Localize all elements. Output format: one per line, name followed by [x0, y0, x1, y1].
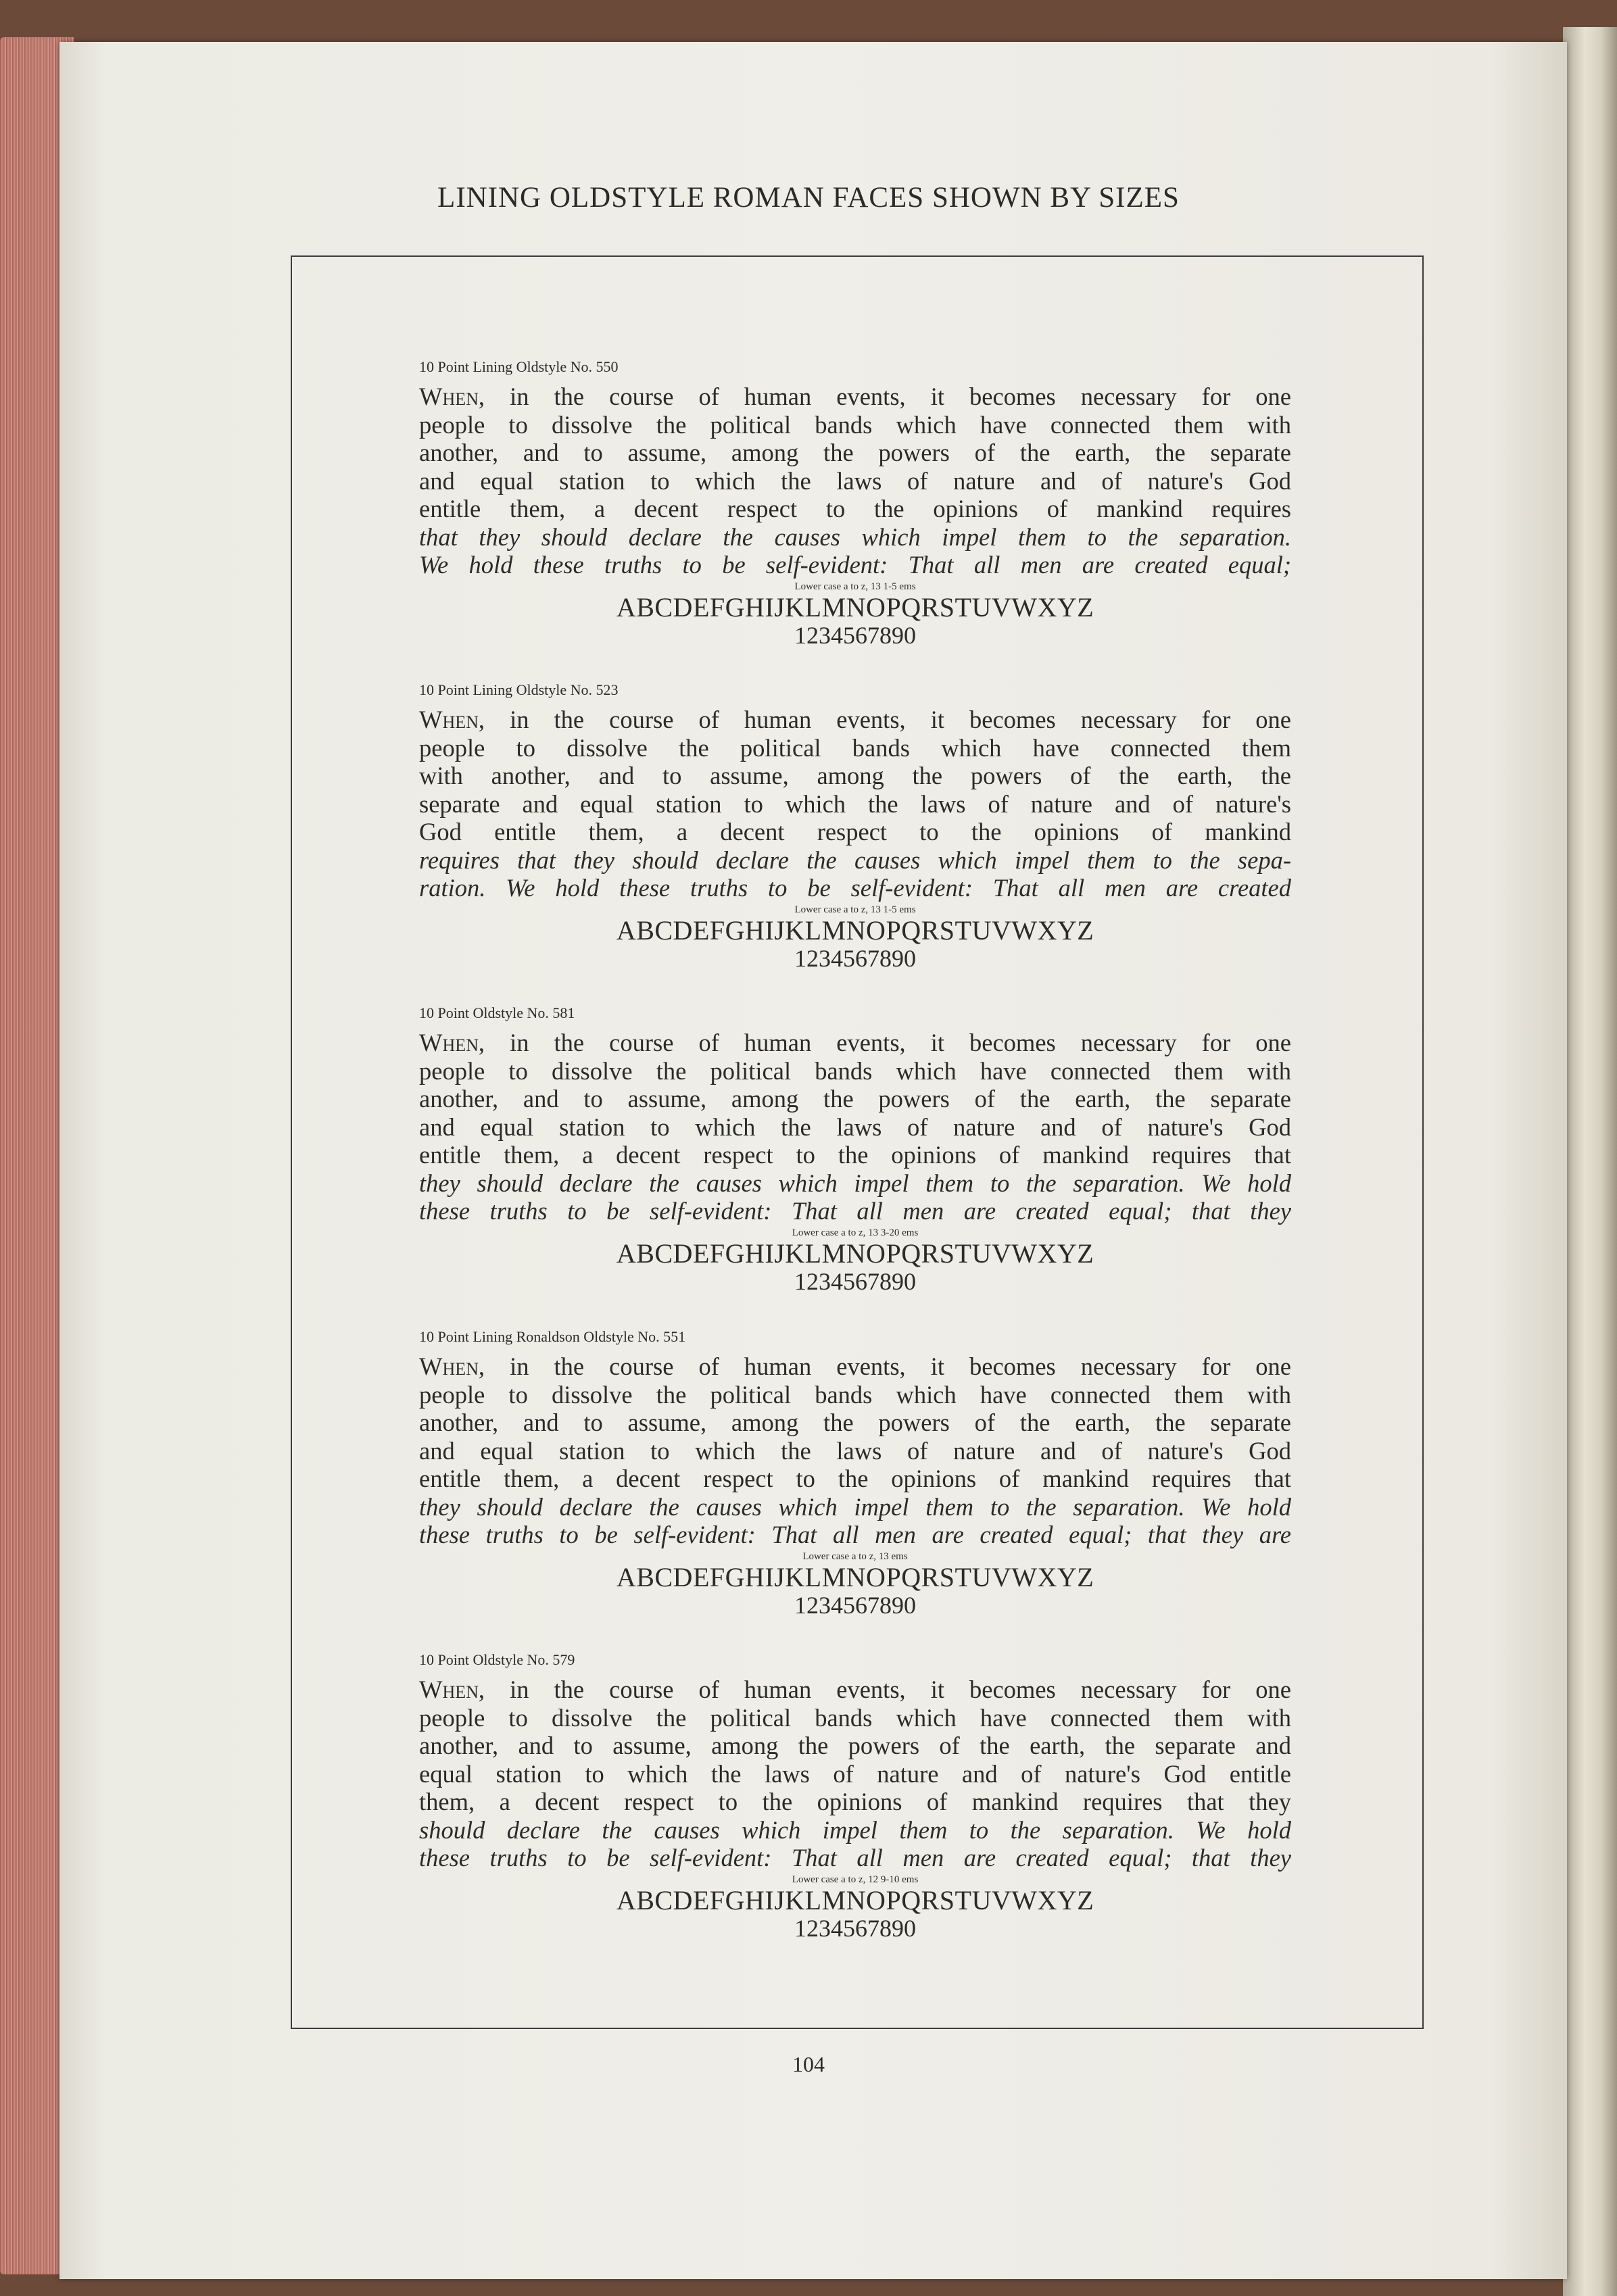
book-right-edge [1563, 27, 1617, 2296]
italic-text-line: ration. We hold these truths to be self-evident: That all men are created [419, 874, 1291, 902]
text-line: another, and to assume, among the powers of the earth, the separate [419, 1409, 1291, 1436]
figures: 1234567890 [794, 944, 916, 972]
text-line: and equal station to which the laws of nature and of nature's God [419, 1436, 1291, 1465]
text-line: When, in the course of human events, it becomes necessary for one [419, 383, 1291, 410]
italic-text-line: these truths to be self-evident: That all men are created equal; that they are [419, 1521, 1291, 1548]
italic-text-line: they should declare the causes which impel them to the separation. We hold [419, 1492, 1291, 1521]
specimen-label: 10 Point Lining Ronaldson Oldstyle No. 551 [419, 1328, 686, 1345]
figures: 1234567890 [794, 1914, 916, 1942]
alphabet-caps: ABCDEFGHIJKLMNOPQRSTUVWXYZ [616, 914, 1094, 946]
text-line: people to dissolve the political bands which have connected them with [419, 1056, 1291, 1085]
specimen-paragraph [419, 706, 1291, 902]
figures: 1234567890 [794, 1267, 916, 1295]
specimen-paragraph [419, 1352, 1291, 1549]
lowercase-note: Lower case a to z, 13 ems [802, 1550, 908, 1562]
text-line: another, and to assume, among the powers of the earth, the separate and [419, 1732, 1291, 1759]
specimen-block [419, 1004, 1291, 1294]
text-line: another, and to assume, among the powers of the earth, the separate [419, 1085, 1291, 1113]
italic-text-line: We hold these truths to be self-evident: That all men are created equal; [419, 551, 1291, 579]
specimen-label: 10 Point Oldstyle No. 581 [419, 1004, 575, 1021]
figures: 1234567890 [794, 1591, 916, 1619]
text-line: entitle them, a decent respect to the opinions of mankind requires [419, 495, 1291, 522]
text-line: with another, and to assume, among the powers of the earth, the [419, 762, 1291, 789]
text-line: entitle them, a decent respect to the opinions of mankind requires that [419, 1465, 1291, 1492]
first-word: When [419, 1676, 479, 1703]
italic-text-line: requires that they should declare the causes which impel them to the sepa- [419, 846, 1291, 874]
figures: 1234567890 [794, 621, 916, 649]
specimen-label: 10 Point Lining Oldstyle No. 523 [419, 681, 619, 698]
italic-text-line: should declare the causes which impel them to the separation. We hold [419, 1815, 1291, 1844]
specimen-paragraph [419, 383, 1291, 579]
lowercase-note: Lower case a to z, 13 1-5 ems [794, 581, 916, 592]
lowercase-note: Lower case a to z, 12 9-10 ems [792, 1874, 919, 1885]
italic-text-line: that they should declare the causes which impel them to the separation. [419, 522, 1291, 551]
text-line: people to dissolve the political bands which have connected them with [419, 1380, 1291, 1409]
italic-text-line: these truths to be self-evident: That all men are created equal; that they [419, 1197, 1291, 1225]
lowercase-note: Lower case a to z, 13 1-5 ems [794, 904, 916, 915]
text-line: God entitle them, a decent respect to the opinions of mankind [419, 818, 1291, 846]
specimen-paragraph [419, 1676, 1291, 1872]
specimen-paragraph [419, 1029, 1291, 1225]
alphabet-caps: ABCDEFGHIJKLMNOPQRSTUVWXYZ [616, 1561, 1094, 1592]
text-line: separate and equal station to which the laws of nature and of nature's [419, 789, 1291, 818]
italic-text-line: they should declare the causes which impel them to the separation. We hold [419, 1169, 1291, 1197]
text-line: people to dissolve the political bands which have connected them with [419, 1703, 1291, 1732]
alphabet-caps: ABCDEFGHIJKLMNOPQRSTUVWXYZ [616, 1884, 1094, 1915]
first-word: When [419, 706, 479, 733]
specimen-label: 10 Point Lining Oldstyle No. 550 [419, 358, 619, 375]
specimen-block [419, 358, 1291, 648]
specimen-block [419, 1651, 1291, 1941]
specimen-label: 10 Point Oldstyle No. 579 [419, 1651, 575, 1668]
specimen-block [419, 681, 1291, 971]
first-word: When [419, 383, 479, 410]
page-header: LINING OLDSTYLE ROMAN FACES SHOWN BY SIZES [437, 182, 1180, 214]
page-number: 104 [792, 2052, 825, 2076]
text-line: equal station to which the laws of nature and of nature's God entitle [419, 1759, 1291, 1788]
italic-text-line: these truths to be self-evident: That all men are created equal; that they [419, 1844, 1291, 1872]
text-line: them, a decent respect to the opinions of mankind requires that they [419, 1788, 1291, 1815]
text-line: entitle them, a decent respect to the opinions of mankind requires that [419, 1141, 1291, 1169]
text-line: people to dissolve the political bands which have connected them with [419, 410, 1291, 439]
text-line: and equal station to which the laws of nature and of nature's God [419, 1113, 1291, 1141]
text-line: When, in the course of human events, it becomes necessary for one [419, 1676, 1291, 1703]
text-line: When, in the course of human events, it becomes necessary for one [419, 1029, 1291, 1056]
text-line: When, in the course of human events, it becomes necessary for one [419, 1352, 1291, 1380]
text-line: When, in the course of human events, it becomes necessary for one [419, 706, 1291, 733]
alphabet-caps: ABCDEFGHIJKLMNOPQRSTUVWXYZ [616, 1238, 1094, 1269]
lowercase-note: Lower case a to z, 13 3-20 ems [792, 1227, 919, 1238]
text-line: people to dissolve the political bands which have connected them [419, 733, 1291, 762]
text-line: another, and to assume, among the powers of the earth, the separate [419, 439, 1291, 466]
specimen-block [419, 1328, 1291, 1618]
first-word: When [419, 1352, 479, 1380]
text-line: and equal station to which the laws of nature and of nature's God [419, 466, 1291, 495]
first-word: When [419, 1029, 479, 1056]
alphabet-caps: ABCDEFGHIJKLMNOPQRSTUVWXYZ [616, 591, 1094, 622]
